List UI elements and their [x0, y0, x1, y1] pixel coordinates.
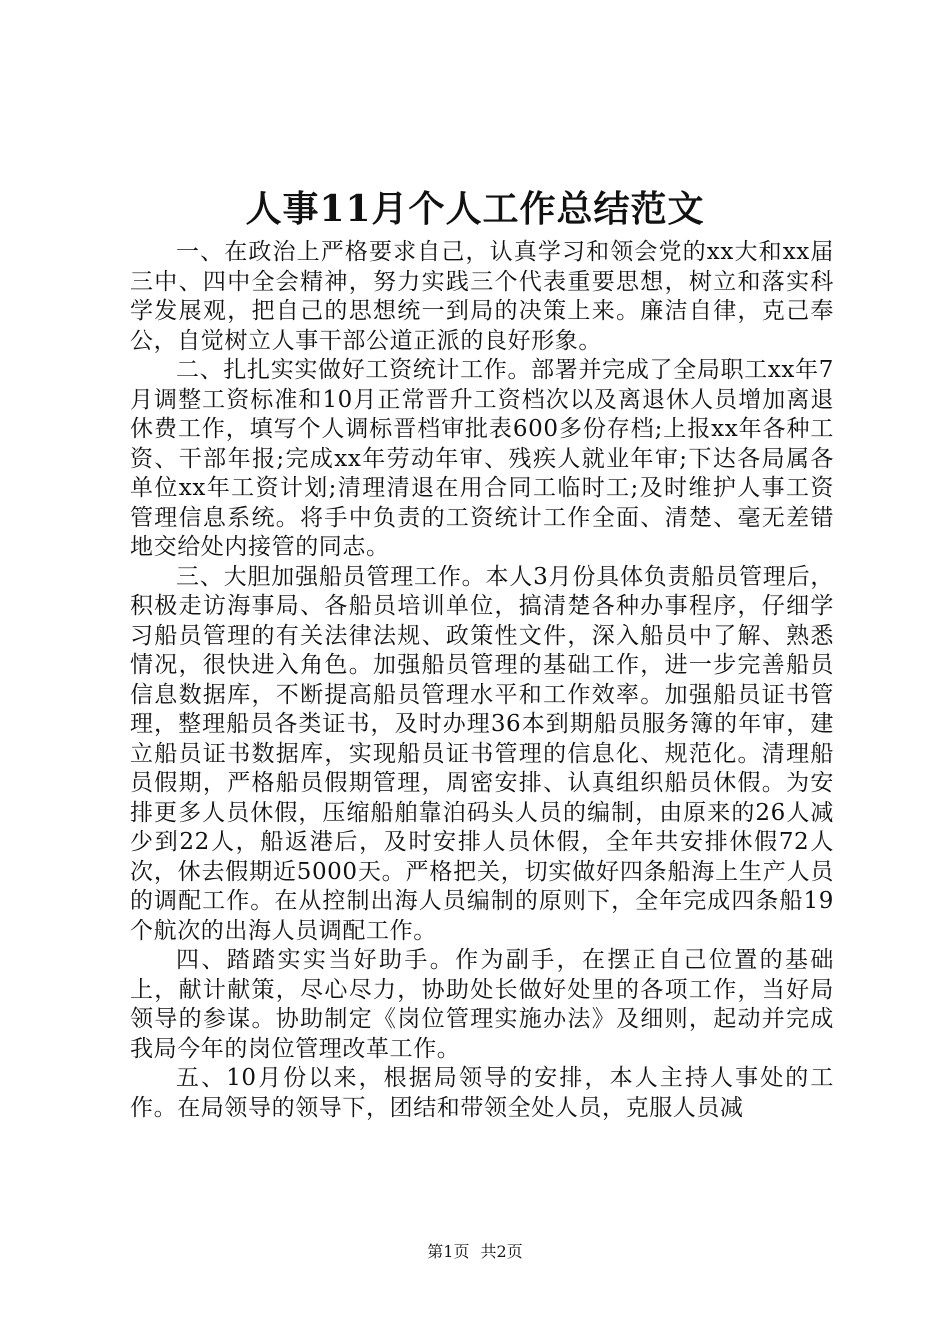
document-title: 人事11月个人工作总结范文 [245, 188, 705, 230]
page-footer [0, 1240, 950, 1264]
paragraph-5: 五、10月份以来，根据局领导的安排，本人主持人事处的工作。在局领导的领导下，团结和带领全处人员，克服人员减 [130, 1065, 834, 1121]
page-number-total: 共2页 [480, 1242, 523, 1261]
document-body [130, 238, 834, 1123]
paragraph-2: 二、扎扎实实做好工资统计工作。部署并完成了全局职工xx年7月调整工资标准和10月正常晋升工资档次以及离退休人员增加离退休费工作，填写个人调标晋档审批表600多份存档;上报xx年各种工资、干部年报;完成xx年劳动年审、残疾人就业年审;下达各局属各单位xx年工资计划;清理清退在用合同工临时工;及时维护人事工资管理信息系统。将手中负责的工资统计工作全面、清楚、毫无差错地交给处内接管的同志。 [130, 357, 834, 560]
paragraph-4: 四、踏踏实实当好助手。作为副手，在摆正自己位置的基础上，献计献策，尽心尽力，协助处长做好处里的各项工作，当好局领导的参谋。协助制定《岗位管理实施办法》及细则，起动并完成我局今年的岗位管理改革工作。 [130, 947, 834, 1062]
paragraph-3: 三、大胆加强船员管理工作。本人3月份具体负责船员管理后，积极走访海事局、各船员培训单位，搞清楚各种办事程序，仔细学习船员管理的有关法律法规、政策性文件，深入船员中了解、熟悉情况，很快进入角色。加强船员管理的基础工作，进一步完善船员信息数据库，不断提高船员管理水平和工作效率。加强船员证书管理，整理船员各类证书，及时办理36本到期船员服务簿的年审，建立船员证书数据库，实现船员证书管理的信息化、规范化。清理船员假期，严格船员假期管理，周密安排、认真组织船员休假。为安排更多人员休假，压缩船舶靠泊码头人员的编制，由原来的26人减少到22人，船返港后，及时安排人员休假，全年共安排休假72人次，休去假期近5000天。严格把关，切实做好四条船海上生产人员的调配工作。在从控制出海人员编制的原则下，全年完成四条船19个航次的出海人员调配工作。 [130, 563, 834, 944]
page-number-current: 第1页 [427, 1242, 470, 1261]
paragraph-1: 一、在政治上严格要求自己，认真学习和领会党的xx大和xx届三中、四中全会精神，努力实践三个代表重要思想，树立和落实科学发展观，把自己的思想统一到局的决策上来。廉洁自律，克己奉公，自觉树立人事干部公道正派的良好形象。 [130, 239, 834, 354]
